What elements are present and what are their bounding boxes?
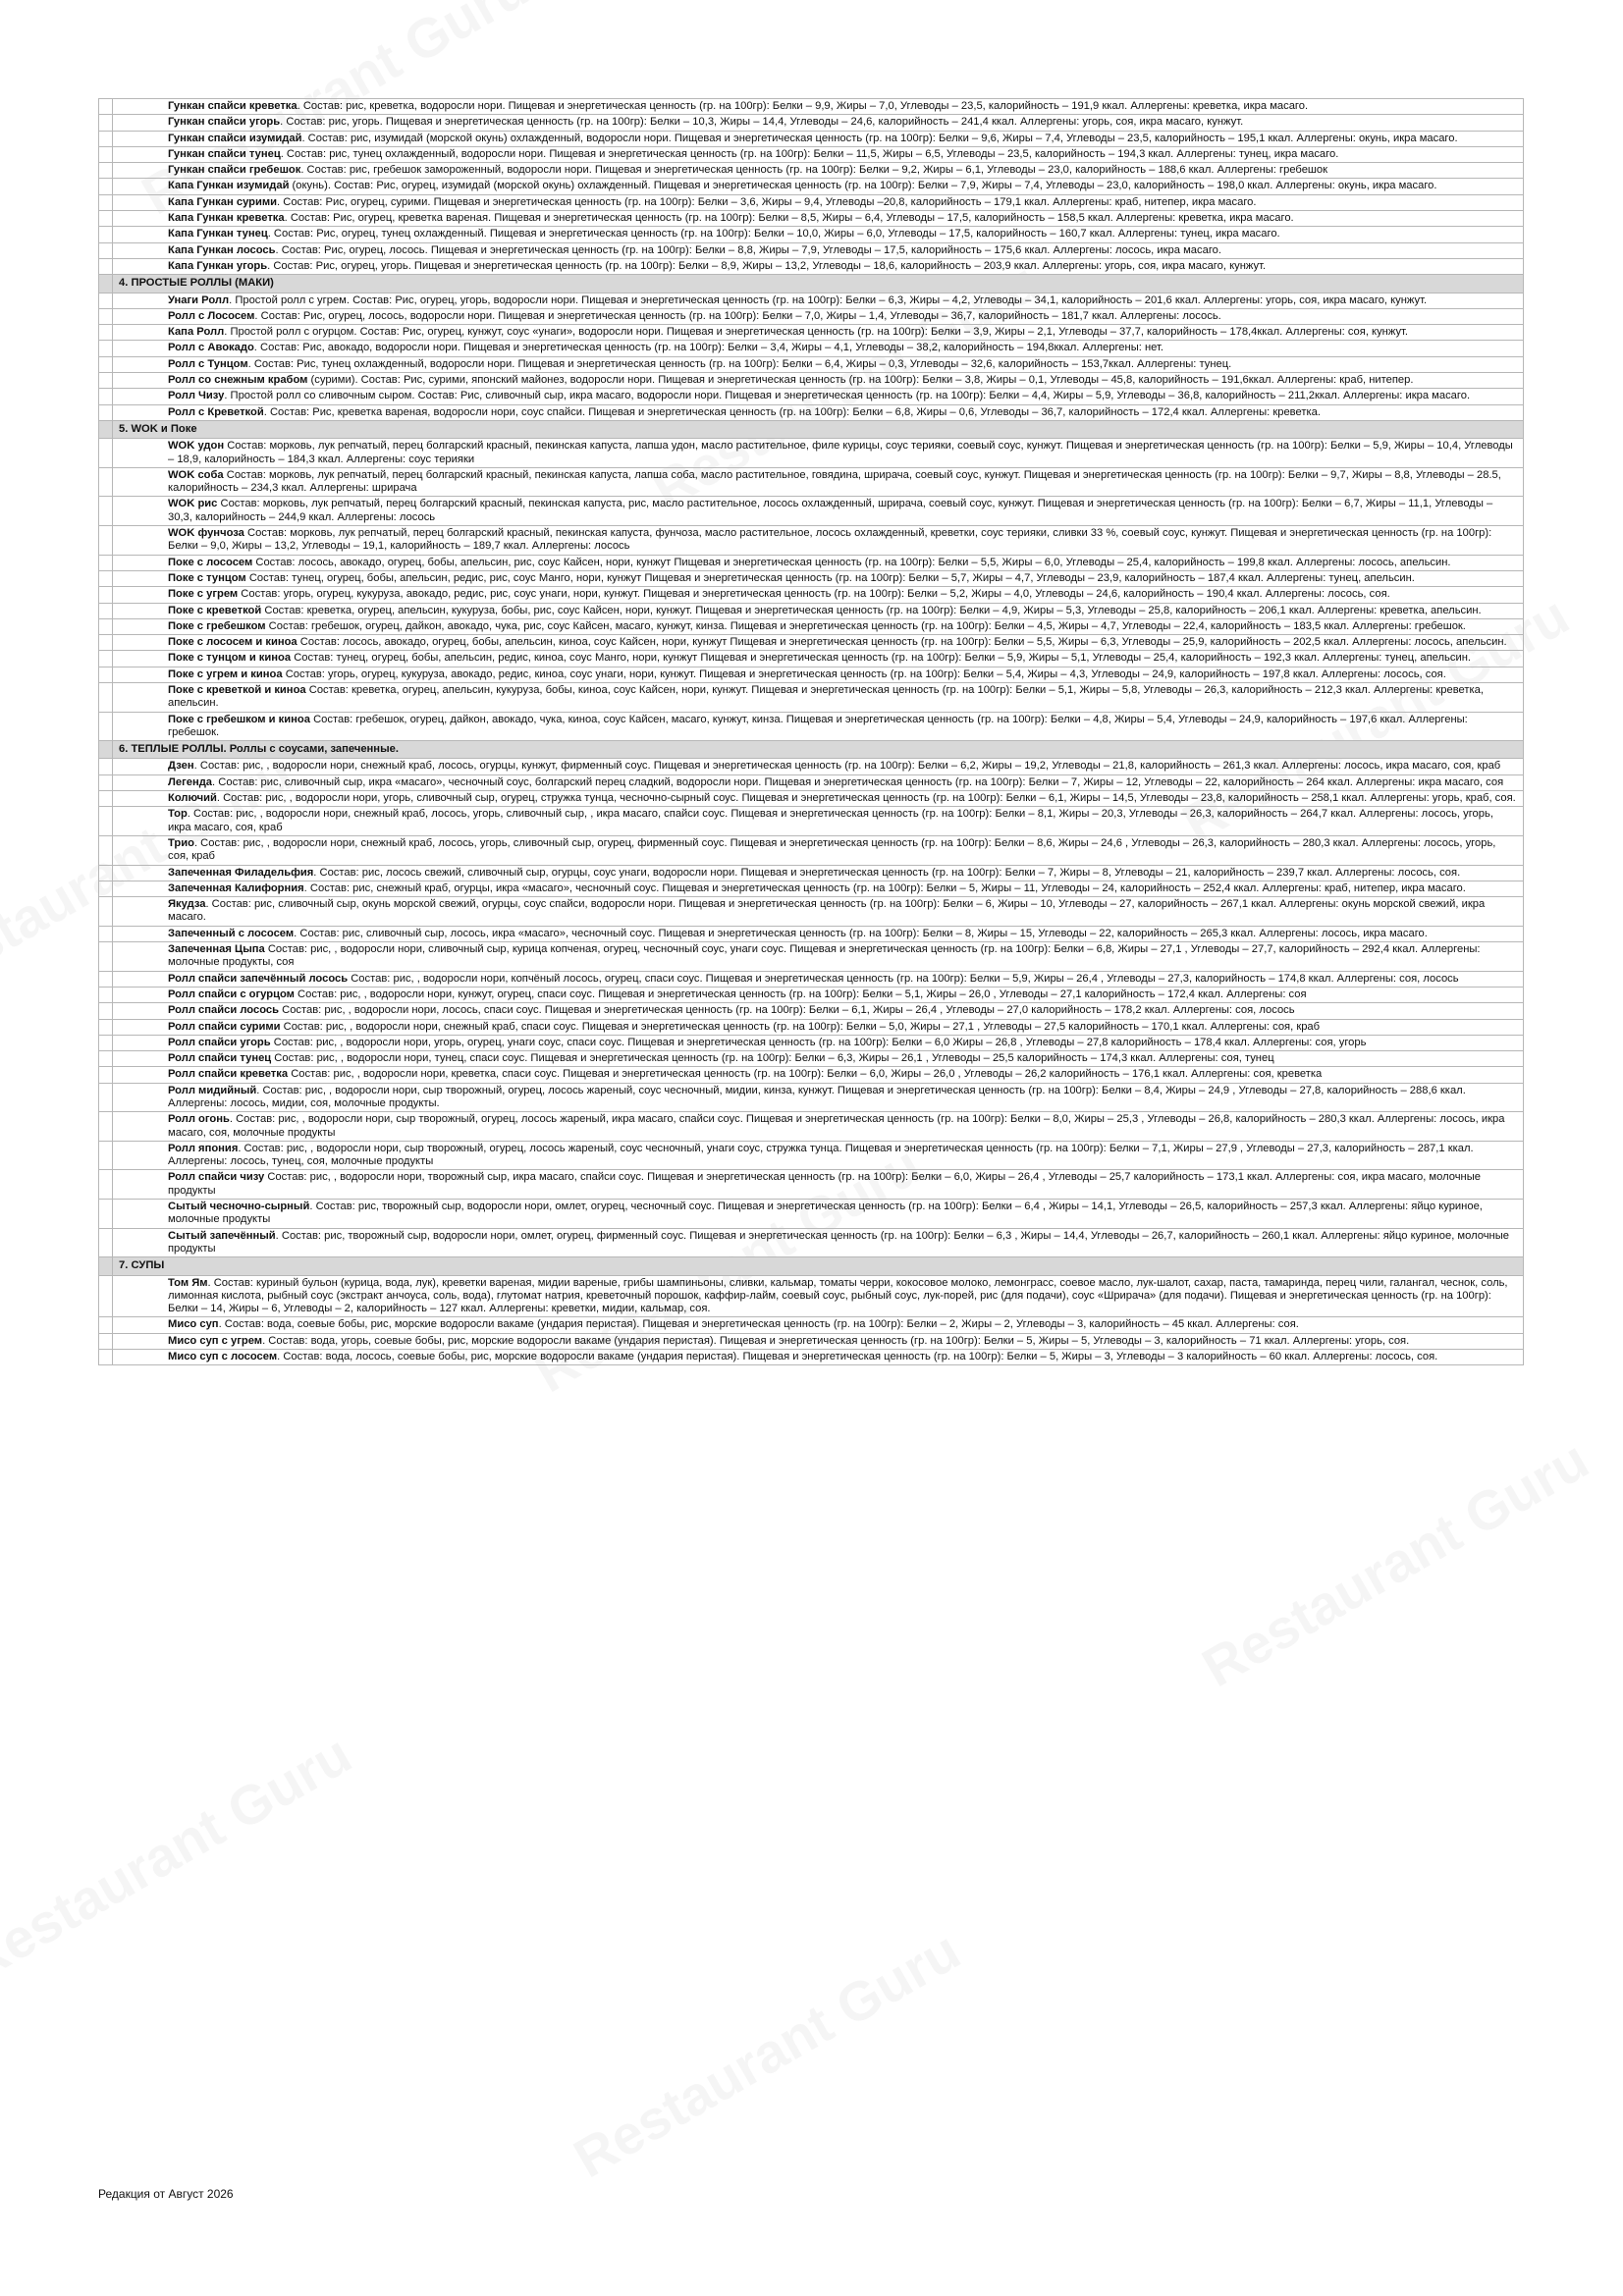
menu-item-text [113, 179, 1524, 194]
menu-item-name: Капа Гункан угорь [168, 259, 268, 272]
menu-item-text [113, 987, 1524, 1002]
menu-item-description: . Состав: Рис, огурец, сурими. Пищевая и энергетическая ценность (гр. на 100гр): Белки – 3,6, Жиры – 9,4, Углеводы –20,8, калорийность – 179,1 ккал. Аллергены: краб, нитепер, икра масаго. [277, 195, 1257, 208]
menu-item-text [113, 942, 1524, 972]
menu-item-description: . Состав: Рис, огурец, лосось, водоросли нори. Пищевая и энергетическая ценность (гр. на 100гр): Белки – 7,0, Жиры – 1,4, Углеводы – 36,7, калорийность – 181,7 ккал. Аллергены: лосось. [254, 309, 1221, 322]
menu-item-text [113, 1051, 1524, 1067]
menu-item [99, 926, 1524, 941]
menu-item [99, 526, 1524, 556]
menu-item [99, 356, 1524, 372]
menu-item [99, 807, 1524, 836]
menu-item-name: Поке с угрем и киноа [168, 667, 283, 680]
menu-item-description: Состав: тунец, огурец, бобы, апельсин, редис, рис, соус Манго, нори, кунжут Пищевая и энергетическая ценность (гр. на 100гр): Белки – 5,7, Жиры – 4,7, Углеводы – 23,9, калорийность – 187,4 ккал. Аллергены: тунец, апельсин. [245, 571, 1415, 584]
menu-item-description: . Состав: рис, , водоросли нори, сыр творожный, огурец, лосось жареный, икра масаго, спайси соус. Пищевая и энергетическая ценность (гр. на 100гр): Белки – 8,0, Жиры – 25,3 , Углеводы – 26,8, калорийность – 280,3 ккал. Аллергены: лосось, икра масаго, соя, молочные продукты [168, 1113, 1505, 1139]
menu-item-text [113, 308, 1524, 324]
menu-item [99, 242, 1524, 258]
menu-item-text [113, 194, 1524, 210]
menu-item-description: Состав: гребешок, огурец, дайкон, авокадо, чука, киноа, соус Кайсен, масаго, кунжут, кинза. Пищевая и энергетическая ценность (гр. на 100гр): Белки – 4,8, Жиры – 5,4, Углеводы – 24,9, калорийность – 197,6 ккал. Аллергены: гребешок. [168, 713, 1468, 738]
menu-item-description: . Состав: Рис, огурец, креветка вареная. Пищевая и энергетическая ценность (гр. на 100гр): Белки – 8,5, Жиры – 6,4, Углеводы – 17,5, калорийность – 158,5 ккал. Аллергены: креветка, икра масаго. [284, 212, 1294, 225]
menu-item-name: Поке с гребешком [168, 619, 266, 632]
menu-item-description: . Состав: Рис, огурец, лосось. Пищевая и энергетическая ценность (гр. на 100гр): Белки – 8,8, Жиры – 7,9, Углеводы – 17,5, калорийность – 175,6 ккал. Аллергены: лосось, икра масаго. [275, 243, 1221, 256]
menu-item-name: Унаги Ролл [168, 294, 230, 306]
menu-item [99, 146, 1524, 162]
menu-item-name: Мисо суп [168, 1318, 219, 1331]
menu-item-description: Состав: креветка, огурец, апельсин, кукуруза, бобы, рис, соус Кайсен, нори, кунжут. Пищевая и энергетическая ценность (гр. на 100гр): Белки – 4,9, Жиры – 5,3, Углеводы – 25,8, калорийность – 206,1 ккал. Аллергены: креветка, апельсин. [261, 604, 1482, 616]
menu-item-name: Трио [168, 836, 194, 849]
menu-item-description: . Состав: рис, , водоросли нори, снежный краб, лосось, угорь, сливочный сыр, , икра масаго, спайси соус. Пищевая и энергетическая ценность (гр. на 100гр): Белки – 8,1, Жиры – 20,3, Углеводы – 26,3, калорийность – 264,7 ккал. Аллергены: лосось, угорь, икра масаго, соя, краб [168, 808, 1493, 833]
menu-item [99, 467, 1524, 497]
section-title: 4. ПРОСТЫЕ РОЛЛЫ (МАКИ) [113, 275, 1524, 293]
menu-item-text [113, 807, 1524, 836]
menu-item-name: Запеченный с лососем [168, 927, 295, 939]
menu-item-description: . Состав: Рис, огурец, угорь. Пищевая и энергетическая ценность (гр. на 100гр): Белки – 8,9, Жиры – 13,2, Углеводы – 18,6, калорийность – 203,9 ккал. Аллергены: угорь, соя, икра масаго, кунжут. [267, 259, 1267, 272]
menu-item-text [113, 163, 1524, 179]
menu-item-name: Поке с лососем [168, 556, 253, 568]
menu-item-text [113, 115, 1524, 131]
menu-item-name: Запеченная Цыпа [168, 943, 265, 956]
menu-item-description: Состав: рис, , водоросли нори, угорь, огурец, унаги соус, спаси соус. Пищевая и энергетическая ценность (гр. на 100гр): Белки – 6,0 Жиры – 26,8 , Углеводы – 27,8 калорийность – 178,4 ккал. Аллергены: соя, угорь [270, 1036, 1367, 1048]
menu-item [99, 1112, 1524, 1142]
menu-item [99, 1333, 1524, 1349]
menu-table [98, 98, 1524, 1365]
menu-item-name: Тор [168, 808, 188, 821]
menu-item-name: Ролл с Лососем [168, 309, 255, 322]
menu-item [99, 635, 1524, 651]
menu-item-description: . Состав: Рис, огурец, тунец охлажденный. Пищевая и энергетическая ценность (гр. на 100гр): Белки – 10,0, Жиры – 6,0, Углеводы – 17,5, калорийность – 160,7 ккал. Аллергены: тунец, икра масаго. [267, 228, 1280, 240]
menu-item-name: Поке с креветкой и киноа [168, 683, 306, 696]
menu-item [99, 987, 1524, 1002]
menu-item-text [113, 1333, 1524, 1349]
menu-item [99, 651, 1524, 667]
menu-item-description: . Состав: рис, сливочный сыр, икра «масаго», чесночный соус, болгарский перец сладкий, водоросли нори. Пищевая и энергетическая ценность (гр. на 100гр): Белки – 7, Жиры – 12, Углеводы – 22, калорийность – 264 ккал. Аллергены: икра масаго, соя [212, 775, 1504, 788]
menu-item-description: Состав: лосось, авокадо, огурец, бобы, апельсин, рис, соус Кайсен, нори, кунжут Пищевая и энергетическая ценность (гр. на 100гр): Белки – 5,5, Жиры – 6,0, Углеводы – 25,4, калорийность – 199,8 ккал. Аллергены: лосось, апельсин. [252, 556, 1451, 568]
menu-item-description: . Состав: вода, лосось, соевые бобы, рис, морские водоросли вакаме (ундария перистая). Пищевая и энергетическая ценность (гр. на 100гр): Белки – 5, Жиры – 3, Углеводы – 3 калорийность – 60 ккал. Аллергены: лосось, соя. [277, 1351, 1438, 1363]
menu-item-text [113, 293, 1524, 308]
menu-item-text [113, 603, 1524, 618]
menu-item-text [113, 1228, 1524, 1257]
menu-item-description: Состав: тунец, огурец, бобы, апельсин, редис, киноа, соус Манго, нори, кунжут Пищевая и энергетическая ценность (гр. на 100гр): Белки – 5,9, Жиры – 5,1, Углеводы – 25,4, калорийность – 192,3 ккал. Аллергены: тунец, апельсин. [291, 652, 1472, 665]
menu-item-name: Поке с тунцом [168, 571, 246, 584]
menu-item-text [113, 356, 1524, 372]
menu-item [99, 1035, 1524, 1050]
section-title: 6. ТЕПЛЫЕ РОЛЛЫ. Роллы с соусами, запеченные. [113, 741, 1524, 759]
menu-item-text [113, 865, 1524, 881]
menu-item-description: (сурими). Состав: Рис, сурими, японский майонез, водоросли нори. Пищевая и энергетическая ценность (гр. на 100гр): Белки – 3,8, Жиры – 0,1, Углеводы – 45,8, калорийность – 191,6ккал. Аллергены: краб, нитепер. [307, 374, 1414, 387]
menu-item-name: Ролл япония [168, 1142, 239, 1154]
menu-item-text [113, 389, 1524, 404]
menu-item [99, 667, 1524, 682]
menu-item [99, 99, 1524, 115]
menu-item-text [113, 791, 1524, 807]
menu-item-text [113, 341, 1524, 356]
menu-item-description: . Состав: рис, , водоросли нори, сыр творожный, огурец, лосось жареный, соус чесночный, унаги соус, стружка тунца. Пищевая и энергетическая ценность (гр. на 100гр): Белки – 7,1, Жиры – 27,9 , Углеводы – 27,3, калорийность – 287,1 ккал. Аллергены: лосось, тунец, соя, молочные продукты [168, 1142, 1474, 1168]
menu-item-name: Ролл мидийный [168, 1084, 257, 1096]
section-header [99, 1257, 1524, 1275]
menu-item-description: . Простой ролл с угрем. Состав: Рис, огурец, угорь, водоросли нори. Пищевая и энергетическая ценность (гр. на 100гр): Белки – 6,3, Жиры – 4,2, Углеводы – 34,1, калорийность – 201,6 ккал. Аллергены: угорь, соя, икра масаго, кунжут. [229, 294, 1428, 306]
menu-item-name: Ролл Чизу [168, 390, 225, 402]
menu-item-name: Легенда [168, 775, 213, 788]
menu-item-text [113, 242, 1524, 258]
menu-item-text [113, 1200, 1524, 1229]
menu-item [99, 1200, 1524, 1229]
menu-item-text [113, 555, 1524, 570]
menu-item-description: . Состав: рис, творожный сыр, водоросли нори, омлет, огурец, фирменный соус. Пищевая и энергетическая ценность (гр. на 100гр): Белки – 6,3 , Жиры – 14,4, Углеводы – 26,7, калорийность – 260,1 ккал. Аллергены: яйцо куриное, молочные продукты [168, 1229, 1509, 1255]
menu-item-description: . Состав: рис, , водоросли нори, угорь, сливочный сыр, огурец, стружка тунца, чесночно-сырный соус. Пищевая и энергетическая ценность (гр. на 100гр): Белки – 6,1, Жиры – 14,5, Углеводы – 23,8, калорийность – 258,1 ккал. Аллергены: угорь, краб, соя. [216, 792, 1516, 805]
menu-item-text [113, 439, 1524, 468]
menu-item-name: Ролл с Креветкой [168, 405, 264, 418]
menu-item-description: . Состав: рис, , водоросли нори, снежный краб, лосось, угорь, сливочный сыр, огурец, фирменный соус. Пищевая и энергетическая ценность (гр. на 100гр): Белки – 8,6, Жиры – 24,6 , Углеводы – 26,3, калорийность – 280,3 ккал. Аллергены: лосось, угорь, соя, краб [168, 836, 1496, 863]
menu-item-text [113, 897, 1524, 927]
menu-item-description: Состав: лосось, авокадо, огурец, бобы, апельсин, киноа, соус Кайсен, нори, кунжут Пищевая и энергетическая ценность (гр. на 100гр): Белки – 5,5, Жиры – 6,3, Углеводы – 25,9, калорийность – 202,5 ккал. Аллергены: лосось, апельсин. [297, 636, 1507, 649]
menu-item-text [113, 835, 1524, 865]
menu-item-text [113, 759, 1524, 774]
menu-item-description: Состав: морковь, лук репчатый, перец болгарский красный, пекинская капуста, лапша удон, масло растительное, филе курицы, соус терияки, соевый соус, кунжут. Пищевая и энергетическая ценность (гр. на 100гр): Белки – 5,9, Жиры – 10,4, Углеводы – 18,9, калорийность – 184,3 ккал. Аллергены: соус терияки [168, 440, 1513, 465]
menu-item-description: . Состав: рис, изумидай (морской окунь) охлажденный, водоросли нори. Пищевая и энергетическая ценность (гр. на 100гр): Белки – 9,6, Жиры – 7,4, Углеводы – 23,5, калорийность – 195,1 ккал. Аллергены: окунь, икра масаго. [301, 132, 1458, 144]
menu-item-name: Гункан спайси тунец [168, 147, 281, 160]
menu-item [99, 179, 1524, 194]
menu-item-description: . Состав: Рис, тунец охлажденный, водоросли нори. Пищевая и энергетическая ценность (гр. на 100гр): Белки – 6,4, Жиры – 0,3, Углеводы – 32,6, калорийность – 153,7ккал. Аллергены: тунец. [247, 357, 1232, 370]
menu-item [99, 341, 1524, 356]
menu-item-text [113, 1317, 1524, 1333]
menu-item [99, 211, 1524, 227]
menu-item-name: Дзен [168, 760, 194, 773]
menu-item-name: Капа Гункан сурими [168, 195, 278, 208]
menu-item [99, 897, 1524, 927]
menu-item-text [113, 1170, 1524, 1200]
menu-item-description: . Состав: куриный бульон (курица, вода, лук), креветки вареная, мидии вареные, грибы шампиньоны, сливки, кальмар, томаты черри, кокосовое молоко, лемонграсс, соевое масло, лук-шалот, сахар, паста, тамаринда, перец чили, галангал, чеснок, соль, лимонная кислота, рыбный соус (экстракт анчоуса, соль, вода), глутомат натрия, креветочный порошок, каффир-лайм, соевый соус, рыбный соус, лук-порей, рис (для подачи), соус «Шрирача» (для подачи). Пищевая и энергетическая ценность (гр. на 100гр): Белки – 14, Жиры – 6, Углеводы – 2, калорийность – 127 ккал. Аллергены: креветки, мидии, кальмар, соя. [168, 1276, 1508, 1315]
menu-item-text [113, 258, 1524, 274]
menu-item-name: Ролл спайси тунец [168, 1052, 272, 1065]
menu-item-text [113, 971, 1524, 987]
menu-item-description: Состав: креветка, огурец, апельсин, кукуруза, бобы, киноа, соус Кайсен, нори, кунжут. Пищевая и энергетическая ценность (гр. на 100гр): Белки – 5,1, Жиры – 5,8, Углеводы – 26,3, калорийность – 212,3 ккал. Аллергены: креветка, апельсин. [168, 683, 1485, 710]
menu-item [99, 1275, 1524, 1317]
menu-item [99, 942, 1524, 972]
menu-item-text [113, 1019, 1524, 1035]
menu-item-description: Состав: рис, , водоросли нори, творожный сыр, икра масаго, спайси соус. Пищевая и энергетическая ценность (гр. на 100гр): Белки – 6,0, Жиры – 26,4 , Углеводы – 25,7 калорийность – 173,1 ккал. Аллергены: соя, икра масаго, молочные продукты [168, 1171, 1481, 1197]
menu-item-description: Состав: гребешок, огурец, дайкон, авокадо, чука, рис, соус Кайсен, масаго, кунжут, кинза. Пищевая и энергетическая ценность (гр. на 100гр): Белки – 4,5, Жиры – 4,7, Углеводы – 22,4, калорийность – 183,5 ккал. Аллергены: гребешок. [265, 619, 1466, 632]
menu-item [99, 308, 1524, 324]
menu-item-description: Состав: морковь, лук репчатый, перец болгарский красный, пекинская капуста, рис, масло растительное, лосось охлажденный, шрирача, соевый соус, кунжут. Пищевая и энергетическая ценность (гр. на 100гр): Белки – 6,7, Жиры – 11,1, Углеводы – 30,3, калорийность – 244,9 ккал. Аллергены: лосось [168, 498, 1493, 523]
menu-item [99, 881, 1524, 896]
menu-item-name: Гункан спайси угорь [168, 116, 281, 129]
menu-item-text [113, 1112, 1524, 1142]
menu-item [99, 587, 1524, 603]
menu-item [99, 325, 1524, 341]
menu-item-text [113, 712, 1524, 741]
menu-item-text [113, 99, 1524, 115]
menu-item [99, 293, 1524, 308]
menu-item [99, 258, 1524, 274]
menu-item-text [113, 587, 1524, 603]
menu-item [99, 1067, 1524, 1083]
menu-item-name: Ролл спайси сурими [168, 1020, 281, 1033]
menu-item [99, 439, 1524, 468]
menu-item [99, 1083, 1524, 1112]
menu-item-name: Поке с креветкой [168, 604, 262, 616]
menu-item-text [113, 211, 1524, 227]
menu-item-description: Состав: угорь, огурец, кукуруза, авокадо, редис, рис, соус унаги, нори, кунжут. Пищевая и энергетическая ценность (гр. на 100гр): Белки – 5,2, Жиры – 4,0, Углеводы – 24,6, калорийность – 190,4 ккал. Аллергены: лосось, соя. [238, 588, 1390, 601]
menu-item-text [113, 1275, 1524, 1317]
menu-item-text [113, 881, 1524, 896]
menu-item-description: . Состав: вода, соевые бобы, рис, морские водоросли вакаме (ундария перистая). Пищевая и энергетическая ценность (гр. на 100гр): Белки – 2, Жиры – 2, Углеводы – 3, калорийность – 45 ккал. Аллергены: соя. [218, 1318, 1299, 1331]
menu-item [99, 1228, 1524, 1257]
menu-item-description: (окунь). Состав: Рис, огурец, изумидай (морской окунь) охлажденный. Пищевая и энергетическая ценность (гр. на 100гр): Белки – 7,9, Жиры – 7,4, Углеводы – 23,0, калорийность – 198,0 ккал. Аллергены: окунь, икра масаго. [289, 180, 1437, 192]
menu-item-name: Капа Гункан креветка [168, 212, 285, 225]
menu-item-description: . Состав: рис, сливочный сыр, лосось, икра «масаго», чесночный соус. Пищевая и энергетическая ценность (гр. на 100гр): Белки – 8, Жиры – 15, Углеводы – 22, калорийность – 265,3 ккал. Аллергены: лосось, икра масаго. [294, 927, 1428, 939]
section-title: 5. WOK и Поке [113, 420, 1524, 438]
menu-item [99, 791, 1524, 807]
menu-item-description: . Состав: рис, гребешок замороженный, водоросли нори. Пищевая и энергетическая ценность (гр. на 100гр): Белки – 9,2, Жиры – 6,1, Углеводы – 23,0, калорийность – 188,6 ккал. Аллергены: гребешок [300, 164, 1328, 177]
menu-item [99, 373, 1524, 389]
menu-item-description: . Простой ролл с огурцом. Состав: Рис, огурец, кунжут, соус «унаги», водоросли нори. Пищевая и энергетическая ценность (гр. на 100гр): Белки – 3,9, Жиры – 2,1, Углеводы – 37,7, калорийность – 178,4ккал. Аллергены: соя, кунжут. [224, 326, 1409, 339]
menu-item-text [113, 1350, 1524, 1365]
menu-item-name: Якудза [168, 898, 206, 911]
menu-item-description: Состав: рис, , водоросли нори, тунец, спаси соус. Пищевая и энергетическая ценность (гр. на 100гр): Белки – 6,3, Жиры – 26,1 , Углеводы – 25,5 калорийность – 174,3 ккал. Аллергены: соя, тунец [271, 1052, 1274, 1065]
menu-item-name: Капа Гункан изумидай [168, 180, 290, 192]
menu-item [99, 1051, 1524, 1067]
menu-item-name: Ролл спайси запечённый лосось [168, 972, 349, 985]
menu-item-name: Запеченная Филадельфия [168, 866, 314, 879]
menu-item-name: Запеченная Калифорния [168, 881, 304, 894]
menu-item-name: WOK соба [168, 468, 224, 481]
menu-item-description: Состав: морковь, лук репчатый, перец болгарский красный, пекинская капуста, фунчоза, масло растительное, лосось охлажденный, креветки, соус терияки, сливки 33 %, соевый соус, кунжут. Пищевая и энергетическая ценность (гр. на 100гр): Белки – 9,0, Жиры – 13,2, Углеводы – 19,1, калорийность – 189,7 ккал. Аллергены: лосось [168, 527, 1492, 553]
menu-item-text [113, 570, 1524, 586]
menu-item-description: . Состав: рис, лосось свежий, сливочный сыр, огурцы, соус унаги, водоросли нори. Пищевая и энергетическая ценность (гр. на 100гр): Белки – 7, Жиры – 8, Углеводы – 21, калорийность – 239,7 ккал. Аллергены: лосось, соя. [313, 866, 1461, 879]
menu-item-text [113, 467, 1524, 497]
menu-item [99, 1170, 1524, 1200]
menu-item [99, 163, 1524, 179]
menu-item-description: . Состав: рис, снежный краб, огурцы, икра «масаго», чесночный соус. Пищевая и энергетическая ценность (гр. на 100гр): Белки – 5, Жиры – 11, Углеводы – 24, калорийность – 252,4 ккал. Аллергены: краб, нитепер, икра масаго. [303, 881, 1466, 894]
menu-item [99, 774, 1524, 790]
menu-item-text [113, 635, 1524, 651]
menu-item [99, 682, 1524, 712]
menu-item-name: WOK фунчоза [168, 527, 244, 540]
menu-item [99, 759, 1524, 774]
menu-item-name: Поке с тунцом и киноа [168, 652, 292, 665]
menu-item [99, 1003, 1524, 1019]
menu-item [99, 1317, 1524, 1333]
menu-item-name: Ролл спайси угорь [168, 1036, 271, 1048]
menu-item-name: Ролл спайси лосось [168, 1004, 279, 1017]
menu-item [99, 971, 1524, 987]
menu-item-name: Гункан спайси креветка [168, 100, 298, 112]
menu-item [99, 603, 1524, 618]
menu-item-name: Колючий [168, 792, 217, 805]
menu-item-name: WOK удон [168, 440, 225, 453]
menu-item-text [113, 1067, 1524, 1083]
menu-item-name: Сытый запечённый [168, 1229, 276, 1242]
menu-item-text [113, 774, 1524, 790]
menu-item-name: WOK рис [168, 498, 218, 510]
menu-item-description: . Состав: Рис, креветка вареная, водоросли нори, соус спайси. Пищевая и энергетическая ценность (гр. на 100гр): Белки – 6,8, Жиры – 0,6, Углеводы – 36,7, калорийность – 172,4 ккал. Аллергены: креветка. [263, 405, 1321, 418]
menu-item-text [113, 682, 1524, 712]
menu-item-description: Состав: рис, , водоросли нори, сливочный сыр, курица копченая, огурец, чесночный соус, унаги соус. Пищевая и энергетическая ценность (гр. на 100гр): Белки – 6,8, Жиры – 27,1 , Углеводы – 27,7, калорийность – 292,4 ккал. Аллергены: молочные продукты, соя [168, 943, 1481, 969]
menu-item-description: Состав: рис, , водоросли нори, лосось, спаси соус. Пищевая и энергетическая ценность (гр. на 100гр): Белки – 6,1, Жиры – 26,4 , Углеводы – 27,0 калорийность – 178,2 ккал. Аллергены: соя, лосось [279, 1004, 1295, 1017]
menu-item-text [113, 373, 1524, 389]
edition-footer: Редакция от Август 2026 [98, 2187, 234, 2201]
menu-item [99, 389, 1524, 404]
menu-item [99, 1019, 1524, 1035]
menu-item [99, 404, 1524, 420]
menu-item-text [113, 1083, 1524, 1112]
menu-item-description: . Состав: рис, угорь. Пищевая и энергетическая ценность (гр. на 100гр): Белки – 10,3, Жиры – 14,4, Углеводы – 24,6, калорийность – 241,4 ккал. Аллергены: угорь, соя, икра масаго, кунжут. [280, 116, 1244, 129]
menu-item [99, 497, 1524, 526]
menu-item-name: Поке с лососем и киноа [168, 636, 298, 649]
menu-item-text [113, 227, 1524, 242]
menu-item-text [113, 651, 1524, 667]
menu-item-text [113, 526, 1524, 556]
menu-item-name: Капа Ролл [168, 326, 225, 339]
menu-item [99, 115, 1524, 131]
menu-item-name: Мисо суп с угрем [168, 1334, 263, 1347]
menu-item [99, 865, 1524, 881]
menu-item [99, 131, 1524, 146]
menu-item [99, 835, 1524, 865]
menu-item-name: Гункан спайси изумидай [168, 132, 302, 144]
menu-item [99, 555, 1524, 570]
menu-item-text [113, 131, 1524, 146]
menu-item-text [113, 1035, 1524, 1050]
menu-item-text [113, 926, 1524, 941]
menu-item-description: . Состав: рис, , водоросли нори, сыр творожный, огурец, лосось жареный, соус чесночный, мидии, кинза, кунжут. Пищевая и энергетическая ценность (гр. на 100гр): Белки – 8,4, Жиры – 24,9 , Углеводы – 27,8, калорийность – 288,6 ккал. Аллергены: лосось, мидии, соя, молочные продукты. [168, 1084, 1466, 1109]
menu-item [99, 227, 1524, 242]
menu-item [99, 194, 1524, 210]
menu-item-description: . Состав: Рис, авокадо, водоросли нори. Пищевая и энергетическая ценность (гр. на 100гр): Белки – 3,4, Жиры – 4,1, Углеводы – 38,2, калорийность – 194,8ккал. Аллергены: нет. [253, 342, 1163, 354]
menu-item-text [113, 497, 1524, 526]
menu-item-description: . Состав: рис, , водоросли нори, снежный краб, лосось, огурцы, кунжут, фирменный соус. Пищевая и энергетическая ценность (гр. на 100гр): Белки – 6,2, Жиры – 19,2, Углеводы – 21,8, калорийность – 261,3 ккал. Аллергены: лосось, икра масаго, соя, краб [193, 760, 1501, 773]
menu-item [99, 570, 1524, 586]
section-header [99, 275, 1524, 293]
menu-item-description: . Состав: рис, тунец охлажденный, водоросли нори. Пищевая и энергетическая ценность (гр. на 100гр): Белки – 11,5, Жиры – 6,5, Углеводы – 23,5, калорийность – 194,3 ккал. Аллергены: тунец, икра масаго. [280, 147, 1339, 160]
menu-item [99, 712, 1524, 741]
menu-item-text [113, 618, 1524, 634]
menu-item [99, 1350, 1524, 1365]
section-header [99, 741, 1524, 759]
menu-item-description: Состав: угорь, огурец, кукуруза, авокадо, редис, киноа, соус унаги, нори, кунжут. Пищевая и энергетическая ценность (гр. на 100гр): Белки – 5,4, Жиры – 4,3, Углеводы – 24,9, калорийность – 197,8 ккал. Аллергены: лосось, соя. [282, 667, 1446, 680]
menu-item-text [113, 667, 1524, 682]
menu-item-name: Ролл с Тунцом [168, 357, 248, 370]
menu-item-description: Состав: морковь, лук репчатый, перец болгарский красный, пекинская капуста, лапша соба, масло растительное, говядина, шрирача, соевый соус, кунжут. Пищевая и энергетическая ценность (гр. на 100гр): Белки – 9,7, Жиры – 8,8, Углеводы – 28.5, калорийность – 234,3 ккал. Аллергены: шрирача [168, 468, 1501, 495]
menu-item-description: Состав: рис, , водоросли нори, креветка, спаси соус. Пищевая и энергетическая ценность (гр. на 100гр): Белки – 6,0, Жиры – 26,0 , Углеводы – 26,2 калорийность – 176,1 ккал. Аллергены: соя, креветка [288, 1068, 1323, 1081]
menu-item-text [113, 404, 1524, 420]
menu-item-description: Состав: рис, , водоросли нори, снежный краб, спаси соус. Пищевая и энергетическая ценность (гр. на 100гр): Белки – 5,0, Жиры – 27,1 , Углеводы – 27,5 калорийность – 170,1 ккал. Аллергены: соя, краб [280, 1020, 1321, 1033]
menu-item [99, 618, 1524, 634]
section-header [99, 420, 1524, 438]
menu-item-name: Том Ям [168, 1276, 208, 1289]
menu-item-name: Ролл спайси чизу [168, 1171, 265, 1184]
menu-item-name: Ролл с Авокадо [168, 342, 254, 354]
menu-item-name: Сытый чесночно-сырный [168, 1201, 310, 1213]
menu-item [99, 1141, 1524, 1170]
menu-item-description: . Состав: рис, креветка, водоросли нори. Пищевая и энергетическая ценность (гр. на 100гр): Белки – 9,9, Жиры – 7,0, Углеводы – 23,5, калорийность – 191,9 ккал. Аллергены: креветка, икра масаго. [297, 100, 1309, 112]
menu-item-name: Поке с угрем [168, 588, 239, 601]
menu-item-text [113, 146, 1524, 162]
menu-item-name: Капа Гункан тунец [168, 228, 268, 240]
menu-item-text [113, 1141, 1524, 1170]
menu-item-name: Ролл спайси креветка [168, 1068, 289, 1081]
menu-item-description: . Простой ролл со сливочным сыром. Состав: Рис, сливочный сыр, икра масаго, водоросли нори. Пищевая и энергетическая ценность (гр. на 100гр): Белки – 4,4, Жиры – 5,9, Углеводы – 36,8, калорийность – 211,2ккал. Аллергены: икра масаго. [224, 390, 1471, 402]
menu-item-name: Поке с гребешком и киноа [168, 713, 310, 725]
menu-item-name: Капа Гункан лосось [168, 243, 276, 256]
menu-item-name: Мисо суп с лососем [168, 1351, 278, 1363]
menu-item-text [113, 325, 1524, 341]
menu-item-name: Ролл огонь [168, 1113, 230, 1126]
menu-item-description: Состав: рис, , водоросли нори, копчёный лосось, огурец, спаси соус. Пищевая и энергетическая ценность (гр. на 100гр): Белки – 5,9, Жиры – 26,4 , Углеводы – 27,3, калорийность – 174,8 ккал. Аллергены: соя, лосось [348, 972, 1459, 985]
menu-item-text [113, 1003, 1524, 1019]
menu-item-name: Ролл со снежным крабом [168, 374, 308, 387]
menu-item-description: . Состав: рис, творожный сыр, водоросли нори, омлет, огурец, чесночный соус. Пищевая и энергетическая ценность (гр. на 100гр): Белки – 6,4 , Жиры – 14,1, Углеводы – 26,5, калорийность – 257,3 ккал. Аллергены: яйцо куриное, молочные продукты [168, 1201, 1483, 1226]
menu-item-description: Состав: рис, , водоросли нори, кунжут, огурец, спаси соус. Пищевая и энергетическая ценность (гр. на 100гр): Белки – 5,1, Жиры – 26,0 , Углеводы – 27,1 калорийность – 172,4 ккал. Аллергены: соя [294, 988, 1307, 1000]
menu-item-name: Гункан спайси гребешок [168, 164, 301, 177]
menu-item-name: Ролл спайси с огурцом [168, 988, 295, 1000]
menu-item-description: . Состав: вода, угорь, соевые бобы, рис, морские водоросли вакаме (ундария перистая). Пищевая и энергетическая ценность (гр. на 100гр): Белки – 5, Жиры – 5, Углеводы – 3, калорийность – 71 ккал. Аллергены: угорь, соя. [262, 1334, 1410, 1347]
section-title: 7. СУПЫ [113, 1257, 1524, 1275]
menu-item-description: . Состав: рис, сливочный сыр, окунь морской свежий, огурцы, соус спайси, водоросли нори. Пищевая и энергетическая ценность (гр. на 100гр): Белки – 6, Жиры – 10, Углеводы – 27, калорийность – 267,1 ккал. Аллергены: окунь морской свежий, икра масаго. [168, 898, 1486, 924]
